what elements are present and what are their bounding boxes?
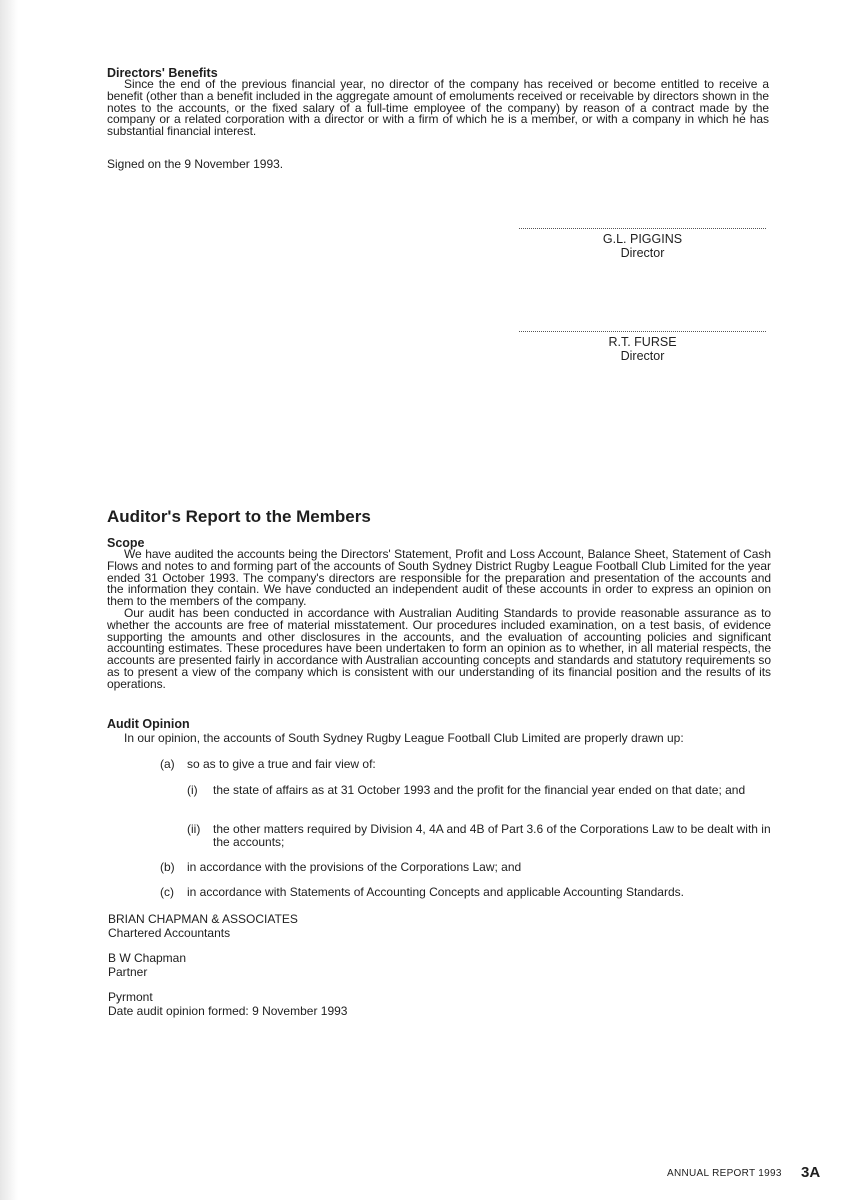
signed-date: Signed on the 9 November 1993.	[107, 157, 284, 171]
audit-date-formed: Date audit opinion formed: 9 November 1993	[108, 1004, 348, 1018]
scope-paragraph-2: Our audit has been conducted in accordance with Australian Auditing Standards to provide reasonable assurance as to whether the accounts are free of material misstatement. Our procedures included examination, on a test basis, of evidence supporting the amounts and other disclosures in the accounts, and the evaluation of accounting policies and significant accounting estimates. These procedures have been undertaken to form an opinion as to whether, in all material respects, the accounts are presented fairly in accordance with Australian accounting concepts and standards and statutory requirements so as to present a view of the company which is consistent with our understanding of its financial position and the results of its operations.	[107, 605, 771, 691]
audit-opinion-heading: Audit Opinion	[107, 717, 190, 731]
item-text-a: so as to give a true and fair view of:	[187, 757, 376, 771]
footer-report-label: ANNUAL REPORT 1993	[667, 1168, 782, 1179]
partner-block	[108, 951, 186, 979]
item-text-ii: the other matters required by Division 4, 4A and 4B of Part 3.6 of the Corporations Law to be dealt with in the accounts;	[213, 822, 771, 849]
signatory-title: Director	[620, 246, 665, 260]
signature-line	[519, 228, 766, 229]
location-date-block	[108, 990, 347, 1018]
auditor-firm-block	[108, 912, 298, 940]
directors-benefits-heading: Directors' Benefits	[107, 66, 218, 80]
directors-benefits-paragraph	[107, 79, 769, 138]
item-text-b: in accordance with the provisions of the Corporations Law; and	[187, 860, 522, 874]
partner-name: B W Chapman	[108, 951, 187, 965]
item-text-c: in accordance with Statements of Accounting Concepts and applicable Accounting Standards.	[187, 885, 684, 899]
audit-opinion-intro: In our opinion, the accounts of South Sydney Rugby League Football Club Limited are properly drawn up:	[124, 731, 684, 745]
partner-title: Partner	[108, 965, 148, 979]
signatory-name: R.T. FURSE	[608, 335, 677, 349]
signature-block-1	[519, 228, 766, 260]
item-text-i: the state of affairs as at 31 October 1993 and the profit for the financial year ended on that date; and	[213, 783, 746, 797]
scope-paragraph-1: We have audited the accounts being the Directors' Statement, Profit and Loss Account, Balance Sheet, Statement of Cash Flows and notes to and forming part of the accounts of South Sydney District Rugby League Football Club Limited for the year ended 31 October 1993. The company's directors are responsible for the preparation and presentation of the accounts and the information they contain. We have conducted an independent audit of these accounts in order to express an opinion on them to the members of the company.	[107, 547, 771, 609]
audit-location: Pyrmont	[108, 990, 153, 1004]
signatory-title: Director	[620, 349, 665, 363]
item-label-c: (c)	[160, 885, 174, 899]
firm-name: BRIAN CHAPMAN & ASSOCIATES	[108, 912, 298, 926]
item-label-i: (i)	[187, 783, 198, 797]
firm-description: Chartered Accountants	[108, 926, 231, 940]
page-edge-shadow	[0, 0, 18, 1200]
signature-line	[519, 331, 766, 332]
auditors-report-title: Auditor's Report to the Members	[107, 507, 371, 526]
page-number: 3A	[801, 1164, 821, 1181]
item-label-ii: (ii)	[187, 822, 201, 836]
signatory-name: G.L. PIGGINS	[602, 232, 683, 246]
directors-benefits-text: Since the end of the previous financial year, no director of the company has received or become entitled to receive a benefit (other than a benefit included in the aggregate amount of emoluments received or receivable by directors shown in the notes to the accounts, or the fixed salary of a full-time employee of the company) by reason of a contract made by the company or a related corporation with a director or with a firm of which he is a member, or with a company in which he has substantial financial interest.	[107, 77, 769, 139]
item-label-b: (b)	[160, 860, 175, 874]
item-label-a: (a)	[160, 757, 175, 771]
scope-heading: Scope	[107, 536, 145, 550]
signature-block-2	[519, 331, 766, 363]
scope-body	[107, 549, 771, 691]
